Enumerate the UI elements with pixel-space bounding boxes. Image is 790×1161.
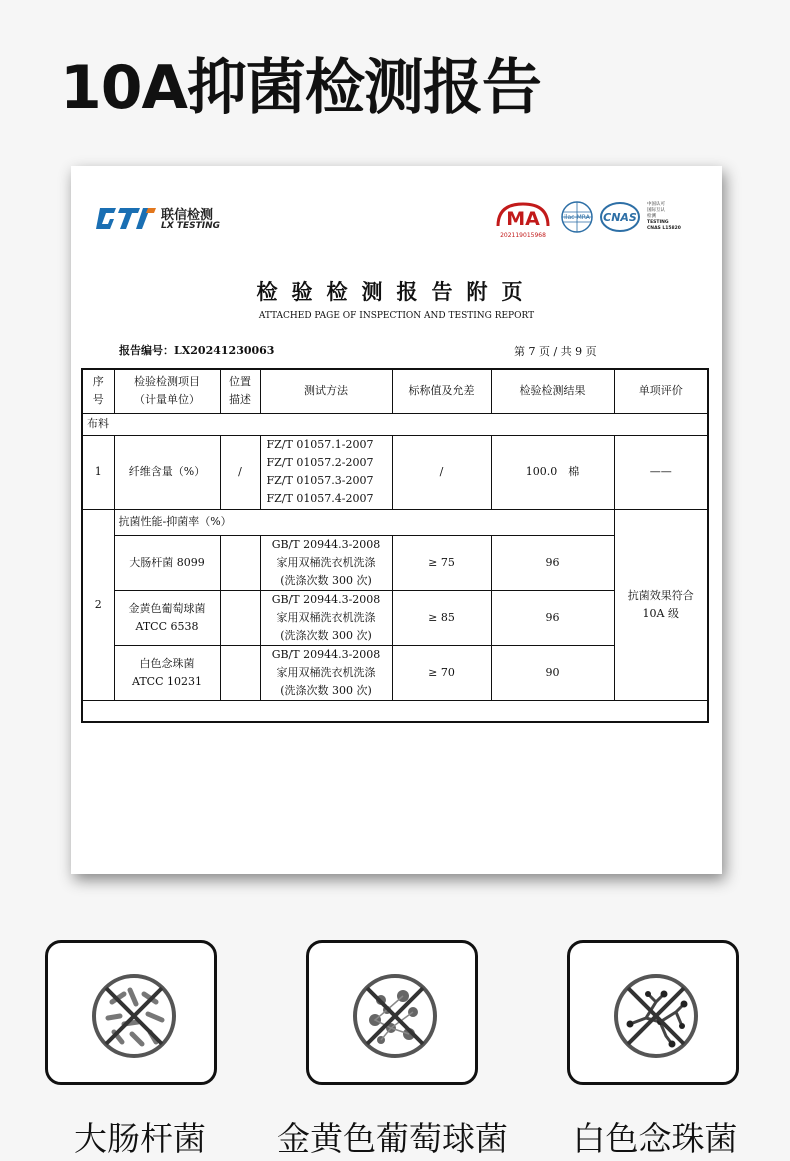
page-title: 10A抑菌检测报告 [60,53,541,123]
bacteria-label-candida: 白色念珠菌 [572,1119,738,1158]
table-header-row [82,369,708,413]
document-heading: 检验检测报告附页 [256,279,537,304]
header-position: 位置 描述 [220,369,260,413]
cma-number: 202119015968 [500,232,546,239]
subrow-standard: ≥ 70 [392,645,491,700]
subrow-item: 白色念珠菌 ATCC 10231 [114,645,220,700]
lab-name-cn: 联信检测 [161,208,214,223]
branching-fungus-crossed-icon [612,972,700,1060]
row1-evaluation: —— [614,435,708,509]
row1-item: 纤维含量（%） [114,435,220,509]
subrow-method: GB/T 20944.3-2008 家用双桶洗衣机洗涤 (洗涤次数 300 次) [260,645,392,700]
bacteria-label-staph: 金黄色葡萄球菌 [277,1119,508,1158]
subrow-position [220,535,260,590]
table-row [82,435,708,509]
ilac-mra-mark-icon [560,200,594,234]
bacteria-card-ecoli [45,940,217,1085]
header-seq: 序 号 [82,369,114,413]
row1-standard: / [392,435,491,509]
cnas-accreditation-text: 中国认可 国际互认 检测 TESTING CNAS L15820 [647,202,681,231]
header-evaluation: 单项评价 [614,369,708,413]
subrow-result: 90 [491,645,614,700]
ilac-label: ilac-MRA [564,214,590,221]
svg-text:MA: MA [506,208,540,230]
subrow-position [220,645,260,700]
header-result: 检验检测结果 [491,369,614,413]
subrow-standard: ≥ 75 [392,535,491,590]
page-number: 第 7 页 / 共 9 页 [514,345,597,358]
row1-seq: 1 [82,435,114,509]
row2-seq: 2 [82,509,114,700]
section-fabric-label: 布料 [82,413,708,435]
subrow-position [220,590,260,645]
subrow-standard: ≥ 85 [392,590,491,645]
subrow-result: 96 [491,535,614,590]
section-row-fabric [82,413,708,435]
row2-evaluation: 抗菌效果符合 10A 级 [614,509,708,700]
lxt-logo-icon [96,202,158,232]
cnas-mark-icon [599,200,641,234]
cluster-bacteria-crossed-icon [351,972,439,1060]
cnas-label: CNAS [603,211,637,224]
rod-bacteria-crossed-icon [90,972,178,1060]
header-item: 检验检测项目 （计量单位） [114,369,220,413]
row2-group-label: 抗菌性能-抑菌率（%） [114,509,614,535]
subrow-item: 大肠杆菌 8099 [114,535,220,590]
header-standard: 标称值及允差 [392,369,491,413]
report-number: 报告编号：LX20241230063 [119,344,275,357]
table-row-empty [82,700,708,722]
bacteria-card-candida [567,940,739,1085]
subrow-item: 金黄色葡萄球菌 ATCC 6538 [114,590,220,645]
empty-cell [82,700,708,722]
subrow-method: GB/T 20944.3-2008 家用双桶洗衣机洗涤 (洗涤次数 300 次) [260,535,392,590]
document-subheading: ATTACHED PAGE OF INSPECTION AND TESTING REPORT [258,311,535,321]
bacteria-card-staph [306,940,478,1085]
row1-position: / [220,435,260,509]
row1-method: FZ/T 01057.1-2007 FZ/T 01057.2-2007 FZ/T 01057.3-2007 FZ/T 01057.4-2007 [260,435,392,509]
row1-result: 100.0 棉 [491,435,614,509]
test-report-document [71,166,722,874]
subrow-result: 96 [491,590,614,645]
header-method: 测试方法 [260,369,392,413]
lab-name-en: LX TESTING [161,221,220,231]
subrow-method: GB/T 20944.3-2008 家用双桶洗衣机洗涤 (洗涤次数 300 次) [260,590,392,645]
results-table [81,368,709,723]
bacteria-label-ecoli: 大肠杆菌 [74,1119,206,1158]
cma-mark-icon [494,200,552,230]
table-row [82,509,708,535]
